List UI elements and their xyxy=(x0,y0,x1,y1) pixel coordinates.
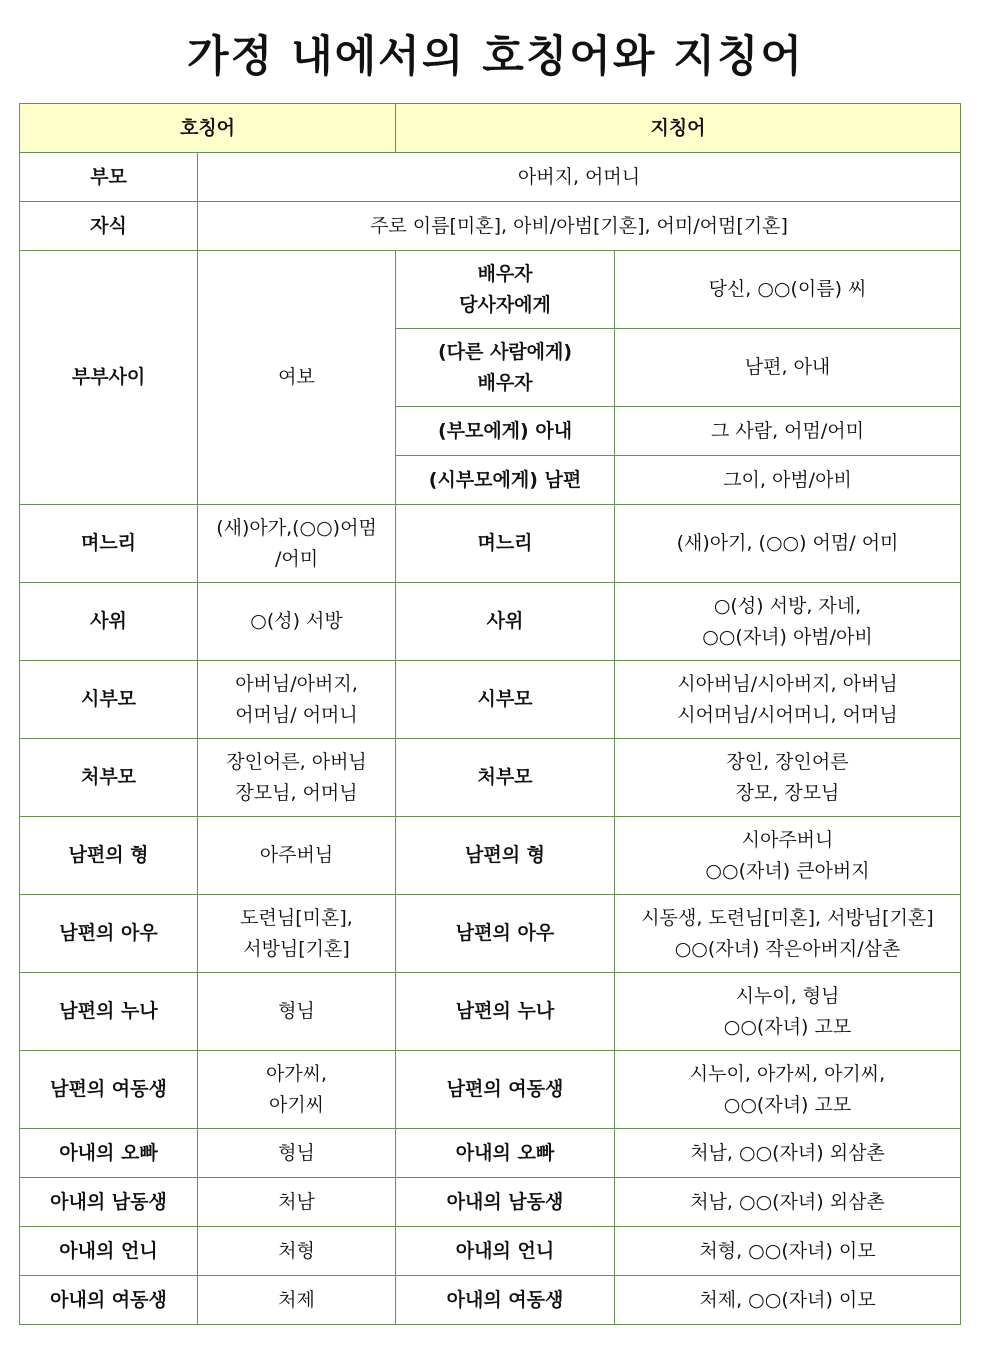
reference-line: 장모, 장모님 xyxy=(735,781,840,804)
address-cell xyxy=(198,661,396,739)
table-row xyxy=(20,583,961,661)
address-line: 어머님/ 어머니 xyxy=(235,703,358,726)
reference-cell xyxy=(615,661,961,739)
reference-cell xyxy=(615,973,961,1051)
situation-cell xyxy=(396,329,615,407)
reference-cell xyxy=(615,817,961,895)
address-line: ○(성) 서방 xyxy=(250,610,343,632)
row-label: 아내의 여동생 xyxy=(20,1276,198,1325)
reference-cell: 처남, ○○(자녀) 외삼촌 xyxy=(615,1129,961,1178)
reference-cell: 남편, 아내 xyxy=(615,329,961,407)
reference-cell xyxy=(615,895,961,973)
reference-line: ○(성) 서방, 자네, xyxy=(713,594,862,617)
reference-line: ○○(자녀) 큰아버지 xyxy=(705,859,870,882)
reference-label: 며느리 xyxy=(396,505,615,583)
reference-line: 장인, 장인어른 xyxy=(726,750,849,773)
reference-cell: 처남, ○○(자녀) 외삼촌 xyxy=(615,1178,961,1227)
reference-label: 시부모 xyxy=(396,661,615,739)
reference-label: 남편의 여동생 xyxy=(396,1051,615,1129)
reference-label: 남편의 형 xyxy=(396,817,615,895)
row-label: 사위 xyxy=(20,583,198,661)
reference-cell xyxy=(615,583,961,661)
row-label: 처부모 xyxy=(20,739,198,817)
situation-line: 배우자 xyxy=(477,262,533,285)
address-line: 아버님/아버지, xyxy=(235,672,358,695)
table-row xyxy=(20,505,961,583)
header-address-term: 호칭어 xyxy=(20,104,396,153)
row-label: 남편의 형 xyxy=(20,817,198,895)
reference-line: (새)아기, (○○) 어멈/ 어미 xyxy=(676,532,899,554)
reference-label: 아내의 오빠 xyxy=(396,1129,615,1178)
address-cell: 처남 xyxy=(198,1178,396,1227)
row-label: 며느리 xyxy=(20,505,198,583)
table-row xyxy=(20,661,961,739)
reference-label: 처부모 xyxy=(396,739,615,817)
reference-cell: 당신, ○○(이름) 씨 xyxy=(615,251,961,329)
row-label: 부부사이 xyxy=(20,251,198,505)
reference-label: 아내의 언니 xyxy=(396,1227,615,1276)
table-row xyxy=(20,202,961,251)
address-terms-table xyxy=(19,103,961,1325)
address-cell: 여보 xyxy=(198,251,396,505)
row-label: 자식 xyxy=(20,202,198,251)
address-cell: 처형 xyxy=(198,1227,396,1276)
header-reference-term: 지칭어 xyxy=(396,104,961,153)
reference-line: 시아주버니 xyxy=(741,828,834,851)
reference-label: 아내의 여동생 xyxy=(396,1276,615,1325)
reference-cell: 그이, 아범/아비 xyxy=(615,456,961,505)
table-row xyxy=(20,973,961,1051)
address-cell: 형님 xyxy=(198,1129,396,1178)
reference-line: 시누이, 형님 xyxy=(735,984,840,1007)
table-row xyxy=(20,817,961,895)
address-cell xyxy=(198,817,396,895)
reference-line: 시누이, 아가씨, 아기씨, xyxy=(689,1062,886,1085)
address-line: 아가씨, xyxy=(265,1062,328,1085)
address-line: 장모님, 어머님 xyxy=(235,781,358,804)
row-label: 아내의 오빠 xyxy=(20,1129,198,1178)
reference-line: 시동생, 도련님[미혼], 서방님[기혼] xyxy=(641,906,934,929)
reference-cell xyxy=(615,1051,961,1129)
address-cell xyxy=(198,505,396,583)
page-title: 가정 내에서의 호칭어와 지칭어 xyxy=(187,32,804,82)
situation-line: 당사자에게 xyxy=(459,293,551,316)
reference-label: 남편의 아우 xyxy=(396,895,615,973)
reference-label: 사위 xyxy=(396,583,615,661)
situation-cell: (시부모에게) 남편 xyxy=(396,456,615,505)
row-label: 아내의 남동생 xyxy=(20,1178,198,1227)
address-line: 아기씨 xyxy=(268,1093,325,1116)
situation-line: (다른 사람에게) xyxy=(437,340,573,363)
address-cell xyxy=(198,739,396,817)
row-label: 부모 xyxy=(20,153,198,202)
address-line: /어미 xyxy=(274,547,319,570)
reference-cell xyxy=(615,505,961,583)
address-line: 형님 xyxy=(278,1000,315,1022)
reference-cell: 처제, ○○(자녀) 이모 xyxy=(615,1276,961,1325)
table-row xyxy=(20,153,961,202)
address-line: 장인어른, 아버님 xyxy=(226,750,367,773)
table-row xyxy=(20,1129,961,1178)
table-row xyxy=(20,739,961,817)
reference-line: ○○(자녀) 아범/아비 xyxy=(702,625,873,648)
row-label: 남편의 여동생 xyxy=(20,1051,198,1129)
situation-cell: (부모에게) 아내 xyxy=(396,407,615,456)
table-row xyxy=(20,1227,961,1276)
address-line: 서방님[기혼] xyxy=(243,937,350,960)
reference-label: 아내의 남동생 xyxy=(396,1178,615,1227)
table-row xyxy=(20,1178,961,1227)
row-label: 시부모 xyxy=(20,661,198,739)
row-value: 주로 이름[미혼], 아비/아범[기혼], 어미/어멈[기혼] xyxy=(198,202,961,251)
reference-line: ○○(자녀) 작은아버지/삼촌 xyxy=(674,937,901,960)
row-label: 남편의 누나 xyxy=(20,973,198,1051)
row-label: 아내의 언니 xyxy=(20,1227,198,1276)
reference-line: 시아버님/시아버지, 아버님 xyxy=(677,672,898,695)
address-line: 도련님[미혼], xyxy=(240,906,353,929)
table-row xyxy=(20,895,961,973)
table-row xyxy=(20,1276,961,1325)
reference-cell: 그 사람, 어멈/어미 xyxy=(615,407,961,456)
situation-cell xyxy=(396,251,615,329)
address-cell xyxy=(198,583,396,661)
address-line: (새)아가,(○○)어멈 xyxy=(216,516,377,539)
reference-label: 남편의 누나 xyxy=(396,973,615,1051)
row-value: 아버지, 어머니 xyxy=(198,153,961,202)
address-cell xyxy=(198,895,396,973)
table-row xyxy=(20,1051,961,1129)
address-cell xyxy=(198,1051,396,1129)
table-row xyxy=(20,251,961,329)
table-header-row xyxy=(20,104,961,153)
row-label: 남편의 아우 xyxy=(20,895,198,973)
reference-cell: 처형, ○○(자녀) 이모 xyxy=(615,1227,961,1276)
address-line: 아주버님 xyxy=(259,844,334,866)
reference-line: ○○(자녀) 고모 xyxy=(723,1093,852,1116)
address-cell: 처제 xyxy=(198,1276,396,1325)
reference-cell xyxy=(615,739,961,817)
reference-line: 시어머님/시어머니, 어머님 xyxy=(677,703,898,726)
situation-line: 배우자 xyxy=(477,371,533,394)
address-cell xyxy=(198,973,396,1051)
reference-line: ○○(자녀) 고모 xyxy=(723,1015,852,1038)
